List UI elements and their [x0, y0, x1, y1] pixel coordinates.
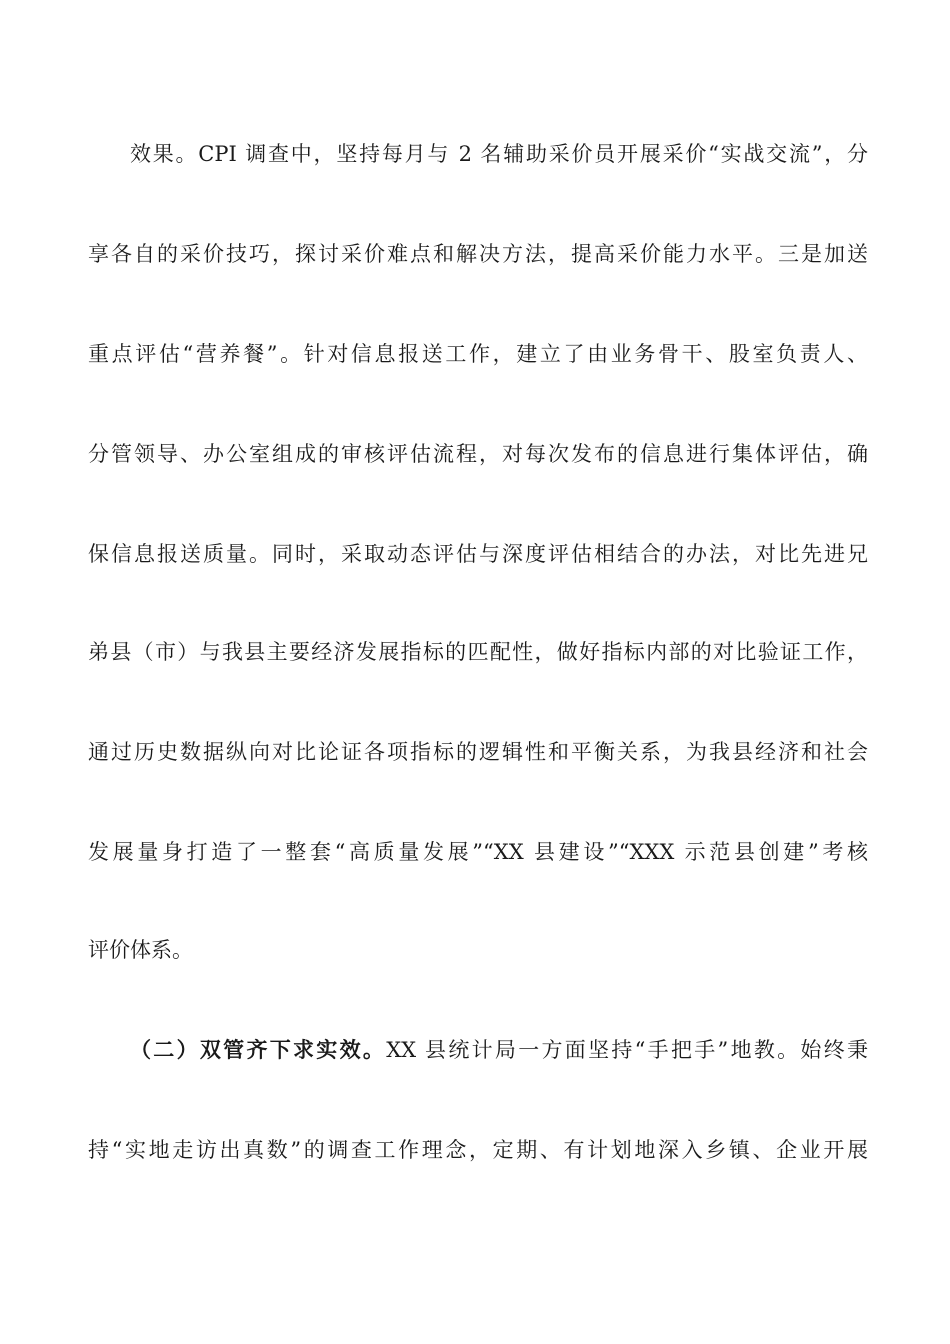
paragraph-1-line-3: 重点评估“营养餐”。针对信息报送工作，建立了由业务骨干、股室负责人、	[88, 342, 868, 366]
paragraph-1-line-1: 效果。CPI 调查中，坚持每月与 2 名辅助采价员开展采价“实战交流”，分	[130, 142, 868, 166]
paragraph-2-line-2: 持“实地走访出真数”的调查工作理念，定期、有计划地深入乡镇、企业开展	[88, 1138, 868, 1162]
paragraph-1-line-7: 通过历史数据纵向对比论证各项指标的逻辑性和平衡关系，为我县经济和社会	[88, 740, 868, 764]
paragraph-1-line-2: 享各自的采价技巧，探讨采价难点和解决方法，提高采价能力水平。三是加送	[88, 242, 868, 266]
paragraph-1-line-6: 弟县（市）与我县主要经济发展指标的匹配性，做好指标内部的对比验证工作，	[88, 640, 868, 664]
paragraph-1-line-4: 分管领导、办公室组成的审核评估流程，对每次发布的信息进行集体评估，确	[88, 442, 868, 466]
paragraph-1-line-9: 评价体系。	[88, 938, 193, 962]
paragraph-1-line-5: 保信息报送质量。同时，采取动态评估与深度评估相结合的办法，对比先进兄	[88, 542, 868, 566]
paragraph-1-line-8: 发展量身打造了一整套“高质量发展”“XX 县建设”“XXX 示范县创建”考核	[88, 840, 868, 864]
paragraph-2-line-1	[130, 1034, 868, 1066]
paragraph-2-line-1-text: XX 县统计局一方面坚持“手把手”地教。始终秉	[386, 1038, 869, 1062]
section-heading: （二）双管齐下求实效。	[130, 1037, 387, 1062]
